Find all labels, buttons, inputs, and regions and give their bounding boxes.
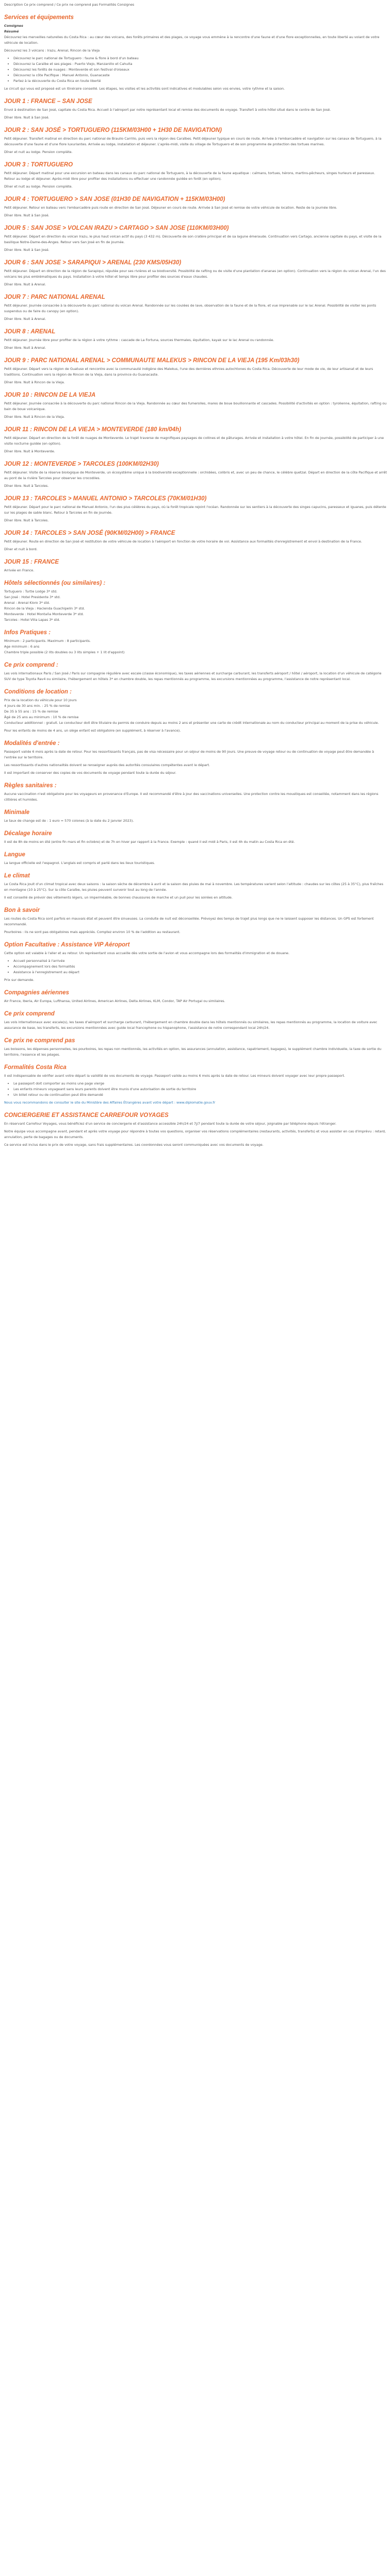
day-7 — [4, 294, 387, 322]
tab-links[interactable]: Description Ce prix comprend / Ce prix ne comprend pas Formalités Consignes — [4, 3, 135, 7]
day-meals: Dîner libre. Nuit à Arenal. — [4, 282, 46, 286]
day-description: Petit déjeuner. Départ en direction de la forêt de nuages de Monteverde. Le trajet traverse de magnifiques paysages de collines et de pâturages. Arrivée et installation à votre hôtel. En fin de journée, possibilité de participer à une visite nocturne guidée (en option). — [4, 436, 384, 446]
climate-text: Le Costa Rica jouit d'un climat tropical avec deux saisons : la saison sèche de décembre à avril et la saison des pluies de mai à novembre. Les températures varient selon l'altitude : chaudes sur les côtes (25 à 35°C), plus fraîches en montagne (10 à 25°C). Sur la côte Caraïbe, les pluies peuvent survenir tout au long de l'année. — [4, 882, 383, 892]
day-title: JOUR 15 : FRANCE — [4, 559, 59, 565]
day-description: Petit déjeuner. Départ pour le parc national de Manuel Antonio, l'un des plus célèbres du pays, où la forêt tropicale rejoint l'océan. Randonnée sur les sentiers à la découverte des singes capucins, paresseux et iguanes, puis détente sur les plages de sable blanc. Retour à Tarcoles en fin de journée. — [4, 505, 386, 515]
airlines-text: Air France, Iberia, Air Europa, Lufthansa, United Airlines, American Airlines, Delta Airlines, KLM, Condor, TAP Air Portugal ou similaires. — [4, 999, 225, 1003]
day-1 — [4, 98, 387, 121]
day-2 — [4, 127, 387, 155]
day-description: Envol à destination de San José, capitale du Costa Rica. Accueil à l'aéroport par notre représentant local et remise des documents de voyage. Transfert à votre hôtel situé dans le centre de San José. — [4, 108, 331, 112]
day-3 — [4, 161, 387, 190]
price-includes-title: Ce prix comprend : — [4, 662, 58, 668]
concierge-text: Ce service est inclus dans le prix de votre voyage, sans frais supplémentaires. Les coordonnées vous seront communiquées avec vos documents de voyage. — [4, 1143, 264, 1147]
day-description: Petit déjeuner. Retour en bateau vers l'embarcadère puis route en direction de San José. Déjeuner en cours de route. Arrivée à San José et remise de votre véhicule de location. Reste de la journée libre. — [4, 206, 337, 210]
entry-rules-text: Les ressortissants d'autres nationalités doivent se renseigner auprès des autorités consulaires compétentes avant le départ. — [4, 763, 210, 767]
climate-text: Il est conseillé de prévoir des vêtements légers, un imperméable, de bonnes chaussures de marche et un pull pour les soirées en altitude. — [4, 895, 233, 900]
option-text: Cette option est valable à l'aller et au retour. Un représentant vous accueille dès votre sortie de l'avion et vous accompagne lors des formalités d'immigration et de douane. — [4, 951, 290, 955]
price-excludes-text: Les boissons, les dépenses personnelles, les pourboires, les repas non mentionnés, les activités en option, les assurances (annulation, assistance, rapatriement, bagages), le supplément chambre individuelle, la taxe de sortie du territoire, l'essence et les péages. — [4, 1047, 382, 1057]
option-title: Option Facultative : Assistance VIP Aéroport — [4, 942, 130, 948]
hotels-title: Hôtels sélectionnés (ou similaires) : — [4, 580, 106, 586]
good-to-know-text: Les routes du Costa Rica sont parfois en mauvais état et peuvent être sinueuses. La conduite de nuit est déconseillée. Prévoyez des temps de trajet plus longs que ne le laissent supposer les distances. Un GPS est fortement recommandé. — [4, 917, 374, 926]
day-description: Petit déjeuner. Départ en direction du volcan Irazu, le plus haut volcan actif du pays (3 432 m). Découverte de son cratère principal et de sa lagune émeraude. Continuation vers Cartago, ancienne capitale du pays, et visite de la basilique Notre-Dame-des-Anges. Retour vers San José en fin de journée. — [4, 234, 382, 244]
entry-rules-title: Modalités d'entrée : — [4, 740, 60, 747]
list-item: • Accueil personnalisé à l'arrivée — [13, 958, 387, 964]
day-meals: Dîner libre. Nuit à Tarcoles. — [4, 518, 49, 522]
resume-label: Résumé — [4, 29, 19, 33]
day-description: Petit déjeuner. Transfert matinal en direction du parc national de Braulio Carrillo, puis vers la région des Caraïbes. Petit déjeuner typique en cours de route. Arrivée à l'embarcadère et navigation sur les canaux de Tortuguero, à la découverte d'une faune et d'une flore luxuriantes. Arrivée au lodge, installation et déjeuner. L'après-midi, visite du village de Tortuguero et de son programme de protection des tortues marines. — [4, 137, 382, 146]
itinerary-note: Le circuit qui vous est proposé est un itinéraire conseillé. Les étapes, les visites et les activités sont indicatives et modulables selon vos envies, votre rythme et la saison. — [4, 87, 285, 91]
list-item: • Accompagnement lors des formalités — [13, 964, 387, 970]
timezone-text: Il est de 8h de moins en été (entre fin mars et fin octobre) et de 7h en hiver par rapport à la France. Exemple : quand il est midi à Paris, il est 4h du matin au Costa Rica en été. — [4, 840, 295, 844]
consignes-label: Consignes — [4, 24, 23, 28]
day-9 — [4, 357, 387, 385]
day-title: JOUR 8 : ARENAL — [4, 329, 56, 335]
infos-list — [4, 638, 387, 655]
day-4 — [4, 196, 387, 218]
condition-line: Prix de la location du véhicule pour 10 jours — [4, 698, 77, 702]
condition-line: 4 jours de 30 ans min. : 25 % de remise — [4, 704, 70, 708]
rental-conditions-text: Pour les enfants de moins de 4 ans, un siège enfant est obligatoire (en supplément, à réserver à l'avance). — [4, 728, 181, 733]
hotel-line: San José : Hotel Presidente 3* std. — [4, 595, 61, 599]
day-14 — [4, 530, 387, 552]
services-title: Services et équipements — [4, 14, 74, 21]
rental-conditions-title: Conditions de location : — [4, 689, 72, 695]
formalities-list — [4, 1081, 387, 1098]
currency-text: Le taux de change est de : 1 euro = 570 colones (à la date du 2 janvier 2023). — [4, 819, 134, 823]
airlines-title: Compagnies aériennes — [4, 990, 69, 996]
option-list — [4, 958, 387, 975]
currency-title: Minimale — [4, 809, 30, 816]
list-item: • Découvrez les forêts de nuages : Monteverde et son festival d'oiseaux — [13, 67, 387, 73]
day-meals: Dîner et nuit à bord. — [4, 547, 38, 551]
resume-text: Découvrez les merveilles naturelles du Costa Rica : au cœur des volcans, des forêts primaires et des plages, ce voyage vous emmène à la rencontre d'une faune et d'une flore exceptionnelles, en toute liberté au volant de votre véhicule de location. — [4, 35, 380, 45]
page-content — [0, 0, 391, 1148]
condition-line: Âgé de 25 ans au minimum : 10 % de remise — [4, 715, 79, 719]
entry-rules-text: Passeport valide 6 mois après la date de retour. Pour les ressortissants français, pas de visa nécessaire pour un séjour de moins de 90 jours. Une preuve de voyage retour ou de continuation de voyage peut être demandée à l'entrée sur le territoire. — [4, 750, 374, 759]
highlights-list — [4, 56, 387, 84]
day-meals: Dîner libre. Nuit à Rincon de la Vieja. — [4, 415, 65, 419]
price-excludes-title: Ce prix ne comprend pas — [4, 1038, 75, 1044]
day-11 — [4, 426, 387, 454]
day-title: JOUR 1 : FRANCE – SAN JOSE — [4, 98, 92, 105]
good-to-know-text: Pourboires : ils ne sont pas obligatoires mais appréciés. Comptez environ 10 % de l'addition au restaurant. — [4, 930, 181, 934]
concierge-text: Notre équipe vous accompagne avant, pendant et après votre voyage pour répondre à toutes vos questions, organiser vos réservations complémentaires (restaurants, activités, transferts) et vous assister en cas d'imprévu : retard, annulation, perte de bagages ou de documents. — [4, 1129, 386, 1139]
day-description: Petit déjeuner. Journée consacrée à la découverte du parc national Rincon de la Vieja. Randonnée au cœur des fumerolles, mares de boue bouillonnante et cascades. Possibilité d'activités en option : tyrolienne, équitation, rafting ou bain de boue volcanique. — [4, 401, 387, 411]
infos-title: Infos Pratiques : — [4, 630, 51, 636]
price-includes-title-2: Ce prix comprend — [4, 1011, 55, 1017]
list-item: • Les enfants mineurs voyageant sans leurs parents doivent être munis d'une autorisation de sortie du territoire — [13, 1087, 387, 1092]
day-title: JOUR 9 : PARC NATIONAL ARENAL > COMMUNAUTE MALEKUS > RINCON DE LA VIEJA (195 Km/03h30) — [4, 358, 300, 364]
day-description: Petit déjeuner. Départ en direction de la région de Sarapiqui, réputée pour ses rivières et sa biodiversité. Possibilité de rafting ou de visite d'une plantation d'ananas (en option). Continuation vers la région du volcan Arenal, l'un des volcans les plus emblématiques du pays. Installation à votre hôtel et temps libre pour profiter des sources d'eaux chaudes. — [4, 269, 386, 279]
day-title: JOUR 11 : RINCON DE LA VIEJA > MONTEVERDE (180 km/04h) — [4, 427, 182, 433]
day-title: JOUR 7 : PARC NATIONAL ARENAL — [4, 294, 105, 300]
hotel-line: Arenal : Arenal Kioro 3* std. — [4, 601, 50, 605]
list-item: • Partez à la découverte du Costa Rica en toute liberté — [13, 78, 387, 84]
condition-line: De 35 à 55 ans : 15 % de remise — [4, 709, 58, 714]
day-description: Petit déjeuner. Départ matinal pour une excursion en bateau dans les canaux du parc national de Tortuguero, à la découverte de la faune aquatique : caïmans, tortues, hérons, martins-pêcheurs, singes hurleurs et paresseux. Retour au lodge et déjeuner. Après-midi libre pour profiter des installations ou effectuer une randonnée guidée en forêt (en option). — [4, 171, 376, 181]
hotel-line: Rincon de la Vieja : Hacienda Guachipelin 3* std. — [4, 606, 85, 611]
day-10 — [4, 392, 387, 420]
rental-conditions-list — [4, 698, 387, 720]
day-title: JOUR 3 : TORTUGUERO — [4, 162, 73, 168]
good-to-know-title: Bon à savoir — [4, 907, 40, 913]
hotel-line: Tarcoles : Hotel Villa Lapas 3* std. — [4, 618, 60, 622]
hotels-list — [4, 589, 387, 623]
day-title: JOUR 10 : RINCON DE LA VIEJA — [4, 392, 96, 398]
health-rules-text: Aucune vaccination n'est obligatoire pour les voyageurs en provenance d'Europe. Il est recommandé d'être à jour des vaccinations universelles. Une protection contre les moustiques est conseillée, notamment dans les régions côtières et humides. — [4, 792, 379, 802]
hotel-line: Tortuguero : Turtle Lodge 3* std. — [4, 589, 58, 594]
rental-conditions-text: Conducteur additionnel : gratuit. Le conducteur doit être titulaire du permis de conduire depuis au moins 2 ans et présenter une carte de crédit internationale au nom du conducteur principal au moment de la prise du véhicule. — [4, 721, 379, 725]
day-meals: Dîner libre. Nuit à Monteverde. — [4, 449, 55, 453]
day-title: JOUR 5 : SAN JOSE > VOLCAN IRAZU > CARTAGO > SAN JOSE (110KM/03H00) — [4, 225, 229, 231]
day-description: Petit déjeuner. Route en direction de San José et restitution de votre véhicule de location à l'aéroport en fonction de votre horaire de vol. Assistance aux formalités d'enregistrement et envol à destination de la France. — [4, 539, 362, 544]
health-rules-title: Règles sanitaires : — [4, 783, 57, 789]
list-item: • Un billet retour ou de continuation peut être demandé — [13, 1092, 387, 1098]
day-meals: Dîner et nuit au lodge. Pension complète. — [4, 184, 73, 189]
day-8 — [4, 328, 387, 351]
list-item: • Le passeport doit comporter au moins une page vierge — [13, 1081, 387, 1087]
list-item: • Assistance à l'enregistrement au départ — [13, 970, 387, 975]
day-meals: Dîner libre. Nuit à San José. — [4, 115, 50, 120]
day-meals: Dîner libre. Nuit à San José. — [4, 213, 50, 217]
hotel-line: Monteverde : Hotel Montaña Monteverde 3* std. — [4, 612, 84, 616]
list-item: • Découvrez le parc national de Tortuguero : faune & flore à bord d'un bateau — [13, 56, 387, 61]
price-includes-text: Les vols internationaux Paris / San José / Paris sur compagnie régulière avec escale (classe économique), les taxes aériennes et surcharge carburant, les transferts aéroport / hôtel / aéroport, la location d'un véhicule de catégorie SUV de type Toyota Rav4 ou similaire, l'hébergement en hôtels 3* en chambre double, les repas mentionnés au programme, les excursions mentionnées au programme, l'assistance de notre représentant local. — [4, 671, 382, 681]
timezone-title: Décalage horaire — [4, 831, 52, 837]
list-item: • Découvrez la côte Pacifique : Manuel Antonio, Guanacaste — [13, 73, 387, 78]
day-meals: Dîner et nuit au lodge. Pension complète. — [4, 150, 73, 154]
climate-title: Le climat — [4, 873, 30, 879]
list-item: • Découvrez la Caraïbe et ses plages : Puerto Viejo, Manzanillo et Cahuita — [13, 61, 387, 67]
day-title: JOUR 13 : TARCOLES > MANUEL ANTONIO > TARCOLES (70KM/01H30) — [4, 496, 207, 502]
entry-rules-text: Il est important de conserver des copies de vos documents de voyage pendant toute la durée du séjour. — [4, 771, 176, 775]
day-meals: Dîner libre. Nuit à Tarcoles. — [4, 484, 49, 488]
day-meals: Dîner libre. Nuit à San José. — [4, 248, 50, 252]
day-5 — [4, 225, 387, 253]
option-price: Prix sur demande. — [4, 978, 35, 982]
day-description: Petit déjeuner. Départ vers la région de Guatuso et rencontre avec la communauté indigène des Malekus, l'une des dernières ethnies autochtones du Costa Rica. Découverte de leur mode de vie, de leur artisanat et de leurs traditions. Continuation vers la région de Rincon de la Vieja, dans la province du Guanacaste. — [4, 367, 373, 377]
info-line: Minimum : 2 participants. Maximum : 8 participants. — [4, 639, 91, 643]
day-description: Arrivée en France. — [4, 568, 35, 572]
info-line: Chambre triple possible (2 lits doubles ou 3 lits simples + 1 lit d'appoint) — [4, 650, 125, 654]
formalities-title: Formalités Costa Rica — [4, 1064, 67, 1071]
day-title: JOUR 2 : SAN JOSÉ > TORTUGUERO (115KM/03H00 + 1H30 DE NAVIGATION) — [4, 127, 222, 133]
day-13 — [4, 495, 387, 523]
day-6 — [4, 259, 387, 287]
formalities-link[interactable]: Nous vous recommandons de consulter le site du Ministère des Affaires Étrangères avant votre départ : www.diplomatie.gouv.fr — [4, 1100, 216, 1105]
language-text: La langue officielle est l'espagnol. L'anglais est compris et parlé dans les lieux touristiques. — [4, 861, 155, 865]
day-title: JOUR 14 : TARCOLES > SAN JOSÉ (90KM/02H00) > FRANCE — [4, 530, 175, 536]
day-description: Petit déjeuner. Visite de la réserve biologique de Monteverde, un écosystème unique à la biodiversité exceptionnelle : orchidées, colibris et, avec un peu de chance, le célèbre quetzal. Départ en direction de la côte Pacifique et arrêt au pont de la rivière Tarcoles pour observer les crocodiles. — [4, 470, 387, 480]
day-title: JOUR 4 : TORTUGUERO > SAN JOSE (01H30 DE NAVIGATION + 115KM/03H00) — [4, 196, 225, 202]
concierge-title: CONCIERGERIE ET ASSISTANCE CARREFOUR VOYAGES — [4, 1112, 169, 1118]
day-12 — [4, 461, 387, 489]
day-title: JOUR 6 : SAN JOSE > SARAPIQUI > ARENAL (230 KMS/05H30) — [4, 260, 182, 266]
day-description: Petit déjeuner. Journée consacrée à la découverte du parc national du volcan Arenal. Randonnée sur les coulées de lave, observation de la faune et de la flore, et vue imprenable sur le lac Arenal. Possibilité de visiter les ponts suspendus ou de faire du canopy (en option). — [4, 303, 377, 313]
day-15 — [4, 558, 387, 573]
day-title: JOUR 12 : MONTEVERDE > TARCOLES (100KM/02H30) — [4, 461, 159, 467]
concierge-text: En réservant Carrefour Voyages, vous bénéficiez d'un service de conciergerie et d'assistance accessible 24h/24 et 7j/7 pendant toute la durée de votre séjour, joignable par téléphone depuis l'étranger. — [4, 1122, 337, 1126]
resume-list-intro: Découvrez les 3 volcans : Irazu, Arenal, Rincon de la Vieja — [4, 48, 100, 53]
info-line: Age minimum : 6 ans — [4, 645, 40, 649]
language-title: Langue — [4, 852, 25, 858]
day-meals: Dîner libre. Nuit à Rincon de la Vieja. — [4, 380, 65, 384]
price-includes-text-2: Les vols internationaux avec escale(s), les taxes d'aéroport et surcharge carburant, l'hébergement en chambre double dans les hôtels mentionnés ou similaires, les repas mentionnés au programme, la location de voiture avec assurance de base, les transferts, les excursions mentionnées avec guide local francophone ou hispanophone, l'assistance de notre correspondant local 24h/24. — [4, 1020, 378, 1030]
day-meals: Dîner libre. Nuit à Arenal. — [4, 346, 46, 350]
day-description: Petit déjeuner. Journée libre pour profiter de la région à votre rythme : cascade de La Fortuna, sources thermales, équitation, kayak sur le lac Arenal ou randonnée. — [4, 338, 274, 342]
formalities-text: Il est indispensable de vérifier avant votre départ la validité de vos documents de voyage. Passeport valide au moins 6 mois après la date de retour. Les mineurs doivent voyager avec leur propre passeport. — [4, 1074, 345, 1078]
day-meals: Dîner libre. Nuit à Arenal. — [4, 317, 46, 321]
